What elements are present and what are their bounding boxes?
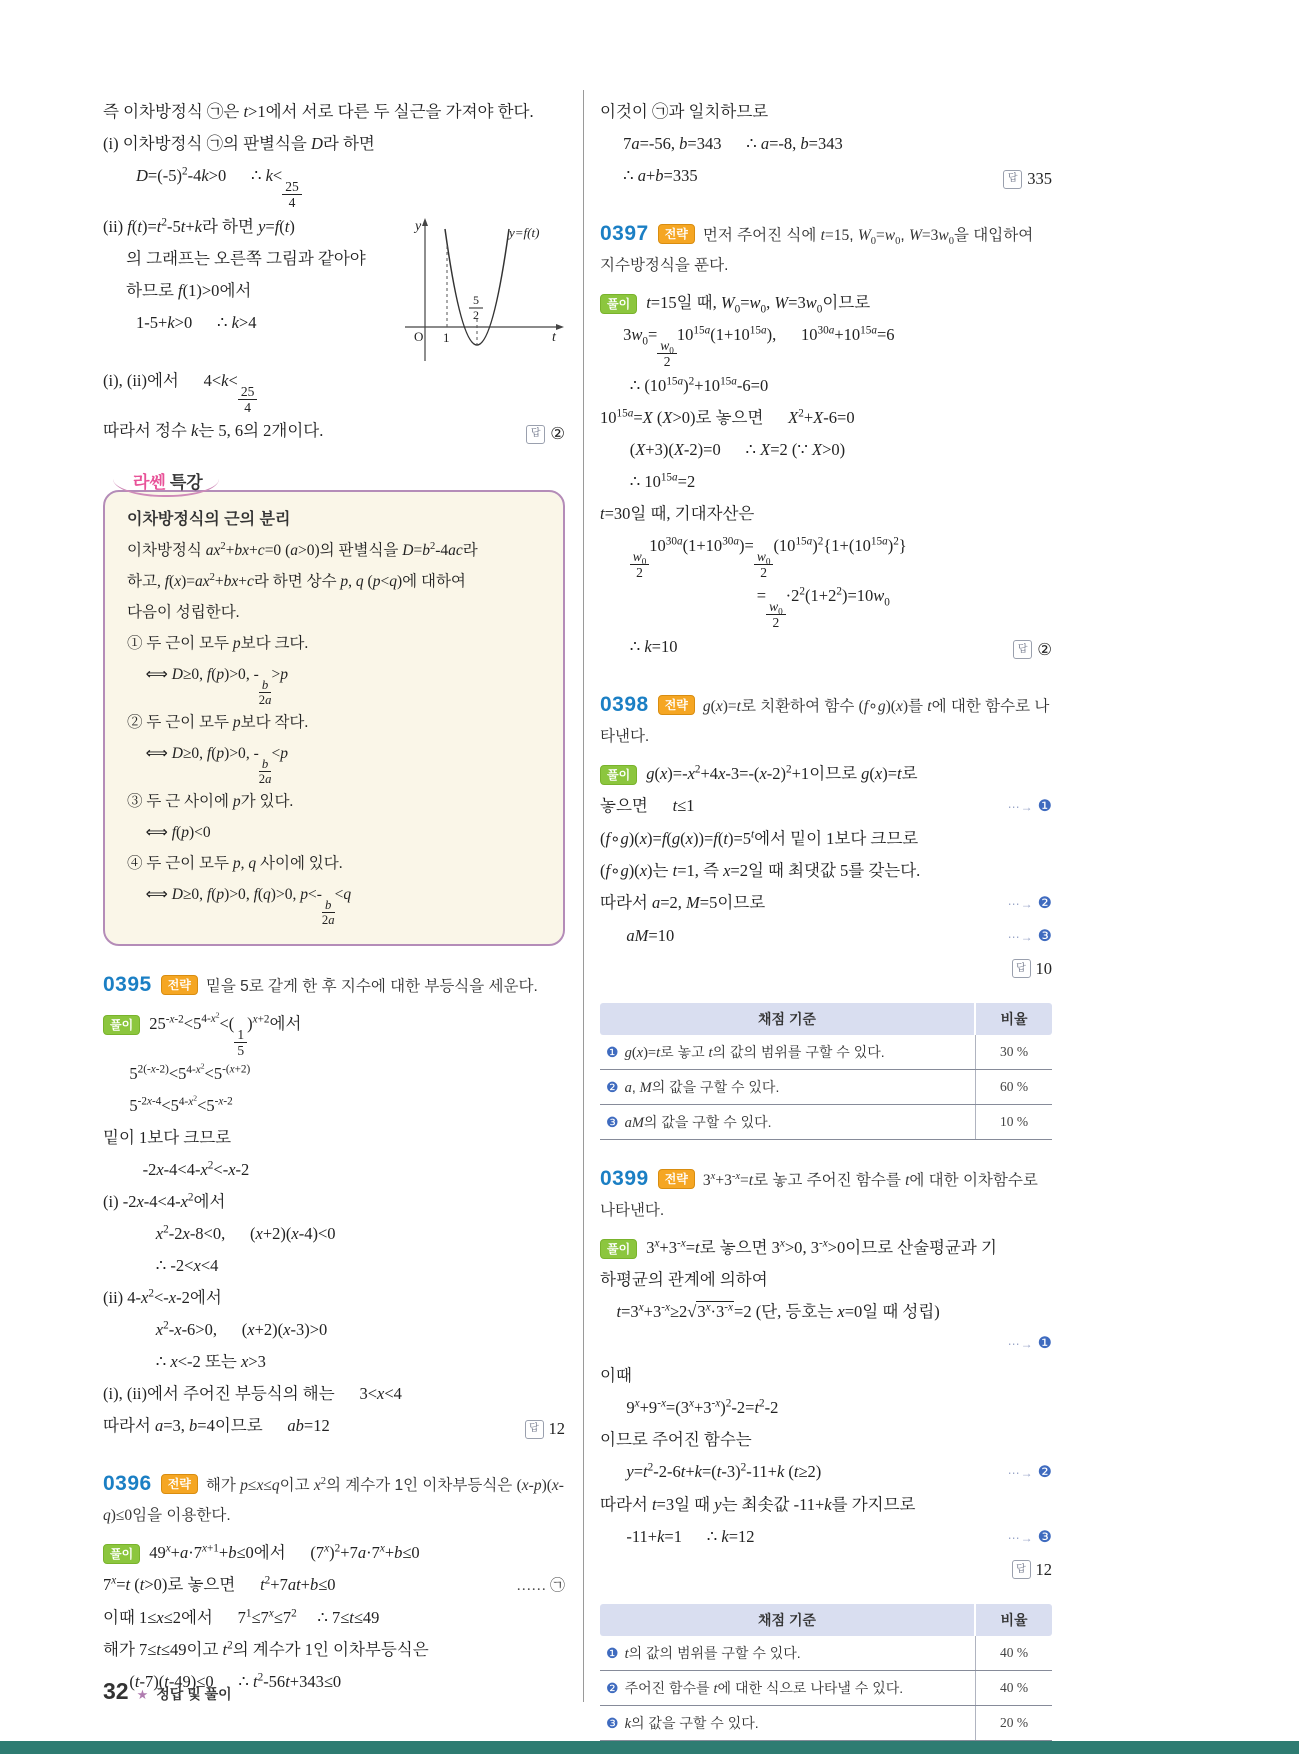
text-line: 이것이 ㉠과 일치하므로 <box>600 102 769 121</box>
text-line: = $\frac{w_0}{2}$ $\cdot 2^2(1+2^2)=10w_0$ <box>756 585 890 631</box>
answer-badge: 답 ② <box>1013 634 1052 666</box>
text-line: ∴ x<-2 또는 x>3 <box>155 1352 266 1372</box>
special-box-label <box>127 466 209 495</box>
text-line: 밑이 1보다 크므로 <box>103 1128 232 1148</box>
text-line: (f∘g)(x)는 t=1, 즉 x=2일 때 최댓값 5를 갖는다. <box>600 860 921 880</box>
text-line: (i), (ii)에서 주어진 부등식의 해는 3<x<4 <box>103 1384 402 1404</box>
solution-badge: 풀이 <box>103 1015 140 1035</box>
answer-badge: 답 ② <box>526 418 565 450</box>
solution-body <box>103 1008 565 1446</box>
problem-number: 0399 <box>600 1166 649 1190</box>
text-line: (X+3)(X-2)=0 ∴ X=2 (∵ X>0) <box>629 439 846 459</box>
text-line: $x^2-x-6>0$, (x+2)(x-3)>0 <box>155 1319 328 1340</box>
score-table-row: ❶ t의 값의 범위를 구할 수 있다. 40 % <box>600 1636 1052 1671</box>
graph-vertex-num: 5 <box>473 292 479 307</box>
problem-0396 <box>103 1471 565 1698</box>
graph-vertex-den: 2 <box>473 307 479 322</box>
brand-label: 라쎈 <box>133 473 166 493</box>
strategy-text: 먼저 주어진 식에 t=15, $W_0=w_0$, $W=3w_0$을 대입하여 지수방정식을 푼다. <box>600 227 1034 274</box>
text-line: ∴ -2<x<4 <box>155 1256 219 1276</box>
text-line: 다음이 성립한다. <box>127 604 240 622</box>
step-marker: ⋯→ ❶ <box>1007 797 1052 815</box>
strategy-text: 해가 p≤x≤q이고 $x^2$의 계수가 1인 이차부등식은 (x-p)(x-q)≤0임을 이용한다. <box>103 1476 564 1525</box>
problem-number: 0396 <box>103 1472 152 1496</box>
text-line: ∴ $10^{15a}=2$ <box>629 471 696 491</box>
text-line: (t-7)(t-49)≤0 ∴ $t^2-56t+343\le 0$ <box>129 1671 342 1692</box>
text-line: $3w_0=$ $\frac{w_0}{2}$ $10^{15a}(1+10^{15a})$, $10^{30a}+10^{15a}=6$ <box>623 324 895 370</box>
lecture-label: 특강 <box>169 473 203 493</box>
answer-icon: 답 <box>1013 640 1032 659</box>
problem-number: 0397 <box>600 222 649 245</box>
problem-header <box>103 1471 565 1531</box>
answer-badge: 답 335 <box>1003 163 1052 195</box>
text-line: 1-5+k>0 ∴ k>4 <box>136 312 257 332</box>
answer-icon: 답 <box>1012 1560 1031 1579</box>
solution-body <box>600 758 1052 985</box>
graph-t-label: t <box>552 329 556 345</box>
text-line: 풀이 $3^x+3^{-x}=t$로 놓으면 $3^x>0$, $3^{-x}>0$이므로 산술평균과 기 <box>600 1232 1052 1264</box>
text-line: $7^x=t$ (t>0)로 놓으면 $t^2+7at+b\le 0$ …… ㉠ <box>103 1569 565 1602</box>
text-line: 의 그래프는 오른쪽 그림과 같아야 <box>126 248 366 268</box>
answer-badge: 답 12 <box>1012 1554 1053 1586</box>
score-table <box>600 1003 1052 1140</box>
text-line: $5^{-2x-4}<5^{4-x^2}<5^{-x-2}$ <box>129 1092 233 1116</box>
graph-row <box>103 211 565 365</box>
left-column <box>103 96 565 1698</box>
strategy-text: $3^x+3^{-x}=t$로 놓고 주어진 함수를 t에 대한 이차함수로 나타낸다. <box>600 1170 1038 1219</box>
text-line: $t=3^x+3^{-x}\ge 2√3^x\cdot 3^{-x}=2$ (단, 등호는 x=0일 때 성립) <box>616 1301 940 1321</box>
special-box-title: 이차방정식의 근의 분리 <box>127 511 291 529</box>
step-marker: ⋯→ ❷ <box>1007 894 1052 912</box>
text-line: 7a=-56, b=343 ∴ a=-8, b=343 <box>623 134 843 153</box>
strategy-text: g(x)=t로 치환하여 함수 (f∘g)(x)를 t에 대한 함수로 나타낸다. <box>600 697 1050 745</box>
reference-mark: …… ㉠ <box>516 1578 565 1595</box>
answer-badge: 답 10 <box>1012 953 1053 985</box>
text-line: ③ 두 근 사이에 p가 있다. <box>127 793 294 811</box>
text-line: 즉 이차방정식 ㉠은 t>1에서 서로 다른 두 실근을 가져야 한다. <box>103 102 534 121</box>
text-line <box>600 1328 1052 1360</box>
text-line: 따라서 a=2, M=5이므로 ⋯→ ❷ <box>600 887 1052 920</box>
text-line: -11+k=1 ∴ k=12 ⋯→ ❸ <box>600 1521 1052 1554</box>
text-line: $(f\circ g)(x)=f(g(x))=f(t)=5^t$에서 밑이 1보다 크므로 <box>600 828 919 848</box>
continued-solution <box>600 96 1052 195</box>
text-line: 풀이 $49^x+a\cdot 7^{x+1}+b\le 0$에서 $(7^x)^2+7a\cdot 7^x+b\le 0$ <box>103 1537 565 1569</box>
step-marker: ⋯→ ❸ <box>1007 927 1052 945</box>
text-line: $5^{2(-x-2)}<5^{4-x^2}<5^{-(x+2)}$ <box>129 1060 251 1084</box>
text-line: ∴ a+b=335 답 335 <box>600 160 1052 195</box>
text-line: ∴ k=10 답 ② <box>600 631 1052 666</box>
ratio-header: 비율 <box>974 1604 1052 1636</box>
text-line: ⟺ D≥0, f(p)>0, - $\frac{b}{2a}$ >p <box>145 666 288 707</box>
text-line: 풀이 $g(x)=-x^2+4x-3=-(x-2)^2+1$이므로 g(x)=t로 <box>600 758 1052 790</box>
score-table-header <box>600 1003 1052 1035</box>
text-line: ⟺ D≥0, f(p)>0, f(q)>0, p<- $\frac{b}{2a}$ <q <box>145 886 352 928</box>
text-line: ⟺ D≥0, f(p)>0, - $\frac{b}{2a}$ <p <box>145 745 288 787</box>
text-line: (ii) $f(t)=t^2-5t+k$라 하면 y=f(t) <box>103 216 295 236</box>
criteria-header: 채점 기준 <box>600 1003 974 1035</box>
problem-header <box>103 972 565 1002</box>
right-column <box>600 96 1052 1743</box>
text-line: $9^x+9^{-x}=(3^x+3^{-x})^2-2=t^2-2$ <box>626 1397 779 1417</box>
text-line: t=30일 때, 기대자산은 <box>600 503 755 523</box>
text-line: 따라서 a=3, b=4이므로 ab=12 답 12 <box>103 1410 565 1445</box>
text-line: ⟺ f(p)<0 <box>145 824 211 842</box>
strategy-text: 밑을 5로 같게 한 후 지수에 대한 부등식을 세운다. <box>205 977 538 995</box>
solution-body <box>600 1232 1052 1586</box>
text-line: 해가 7≤t≤49이고 $t^2$의 계수가 1인 이차부등식은 <box>103 1639 429 1660</box>
text-line: 풀이 $25^{-x-2}<5^{4-x^2}<$( $\frac{1}{5}$ )$^{x+2}$에서 <box>103 1008 565 1059</box>
score-table-header <box>600 1604 1052 1636</box>
page-number: 32 <box>103 1678 129 1704</box>
answer-icon: 답 <box>526 425 545 444</box>
special-box-body <box>127 535 543 928</box>
text-line: ④ 두 근이 모두 p, q 사이에 있다. <box>127 855 343 873</box>
score-table-row: ❸ k의 값을 구할 수 있다. 20 % <box>600 1706 1052 1741</box>
parabola-graph <box>397 215 565 365</box>
text-line: 하고, $f(x)=ax^2+bx+c$라 하면 상수 p, q (p<q)에 대하여 <box>127 571 466 591</box>
star-icon: ★ <box>136 1687 149 1702</box>
text-line: 이때 1≤x≤2에서 $7^1\le 7^x\le 7^2$ ∴ 7≤t≤49 <box>103 1607 380 1628</box>
text-line: $x^2-2x-8<0$, (x+2)(x-4)<0 <box>155 1223 336 1244</box>
text-line: 풀이 t=15일 때, $W_0=w_0$, $W=3w_0$이므로 <box>600 287 1052 319</box>
graph-tick-1: 1 <box>443 329 450 345</box>
score-table-row: ❶ g(x)=t로 놓고 t의 값의 범위를 구할 수 있다. 30 % <box>600 1035 1052 1070</box>
graph-origin-label: O <box>414 328 424 344</box>
score-table-row: ❸ aM의 값을 구할 수 있다. 10 % <box>600 1105 1052 1140</box>
text-line: $D=(-5)^2-4k>0$ ∴ k< $\frac{25}{4}$ <box>103 160 565 211</box>
solution-badge: 풀이 <box>600 765 637 785</box>
text-line: 따라서 t=3일 때 y는 최솟값 -11+k를 가지므로 <box>600 1494 916 1514</box>
ratio-header: 비율 <box>974 1003 1052 1035</box>
text-line: 하므로 f(1)>0에서 <box>126 280 252 300</box>
bottom-color-bar <box>0 1741 1299 1754</box>
text-line: ② 두 근이 모두 p보다 작다. <box>127 714 309 732</box>
problem-header <box>600 221 1052 281</box>
problem-number: 0398 <box>600 692 649 716</box>
special-box <box>103 473 565 946</box>
problem-0397 <box>600 221 1052 666</box>
text-line: $10^{15a}=X$ (X>0)로 놓으면 $X^2+X-6=0$ <box>600 407 855 427</box>
strategy-badge: 전략 <box>658 695 695 715</box>
criteria-header: 채점 기준 <box>600 1604 974 1636</box>
intro-lines-top <box>103 96 565 211</box>
page-footer <box>103 1678 232 1705</box>
graph-y-label: y <box>415 218 422 234</box>
score-table <box>600 1604 1052 1741</box>
problem-0395 <box>103 972 565 1446</box>
solution-badge: 풀이 <box>600 1239 637 1259</box>
text-line: $y=t^2-2-6t+k=(t-3)^2-11+k$ (t≥2) ⋯→ ❷ <box>600 1456 1052 1489</box>
problem-0399 <box>600 1166 1052 1741</box>
text-line: $\frac{w_0}{2}$ $10^{30a}(1+10^{30a})=$ $\frac{w_0}{2}$ $(10^{15a})^2\{1+(10^{15a})^2\}$ <box>600 530 1052 581</box>
text-line: $-2x-4<4-x^2<-x-2$ <box>142 1159 250 1180</box>
text-line <box>600 1554 1052 1586</box>
problem-number: 0395 <box>103 972 152 996</box>
strategy-badge: 전략 <box>161 975 198 995</box>
score-table-row: ❷ a, M의 값을 구할 수 있다. 60 % <box>600 1070 1052 1105</box>
strategy-badge: 전략 <box>658 224 695 244</box>
solution-badge: 풀이 <box>103 1544 140 1564</box>
answer-icon: 답 <box>1012 959 1031 978</box>
footer-label: 정답 및 풀이 <box>156 1686 232 1702</box>
step-marker: ⋯→ ❷ <box>1007 1463 1052 1481</box>
text-line: (i) $-2x-4<4-x^2$에서 <box>103 1191 226 1212</box>
text-line: aM=10 ⋯→ ❸ <box>600 920 1052 953</box>
text-line: 이차방정식 $ax^2+bx+c=0$ (a>0)의 판별식을 $D=b^2-4ac$라 <box>127 540 478 560</box>
problem-0398 <box>600 692 1052 1140</box>
text-line: 하평균의 관계에 의하여 <box>600 1269 768 1289</box>
problem-header <box>600 1166 1052 1226</box>
solution-body <box>600 287 1052 666</box>
intro-lines-bottom <box>103 365 565 451</box>
column-divider <box>583 90 584 1702</box>
text-line: ∴ $(10^{15a})^2+10^{15a}-6=0$ <box>629 375 769 395</box>
text-line: ① 두 근이 모두 p보다 크다. <box>127 635 309 653</box>
graph-curve-label: y=f(t) <box>509 224 540 240</box>
step-marker: ⋯→ ❸ <box>1007 1528 1052 1546</box>
strategy-badge: 전략 <box>658 1169 695 1189</box>
text-line: (i) 이차방정식 ㉠의 판별식을 D라 하면 <box>103 134 375 153</box>
solution-badge: 풀이 <box>600 294 637 314</box>
text-line: 이므로 주어진 함수는 <box>600 1429 752 1449</box>
text-line <box>600 953 1052 985</box>
strategy-badge: 전략 <box>161 1474 198 1494</box>
score-table-row: ❷ 주어진 함수를 t에 대한 식으로 나타낼 수 있다. 40 % <box>600 1671 1052 1706</box>
answer-icon: 답 <box>1003 170 1022 189</box>
text-line: (ii) $4-x^2<-x-2$에서 <box>103 1287 222 1308</box>
solution-body <box>103 1537 565 1698</box>
answer-badge: 답 12 <box>525 1413 566 1445</box>
text-line: 이때 <box>600 1365 632 1385</box>
problem-header <box>600 692 1052 752</box>
intro-lines-beside-graph <box>103 211 397 339</box>
text-line: (i), (ii)에서 4<k< $\frac{25}{4}$ <box>103 365 565 416</box>
answer-icon: 답 <box>525 1420 544 1439</box>
step-marker: ⋯→ ❶ <box>1007 1334 1052 1352</box>
text-line: 따라서 정수 k는 5, 6의 2개이다. 답 ② <box>103 415 565 450</box>
text-line: 놓으면 t≤1 ⋯→ ❶ <box>600 790 1052 823</box>
